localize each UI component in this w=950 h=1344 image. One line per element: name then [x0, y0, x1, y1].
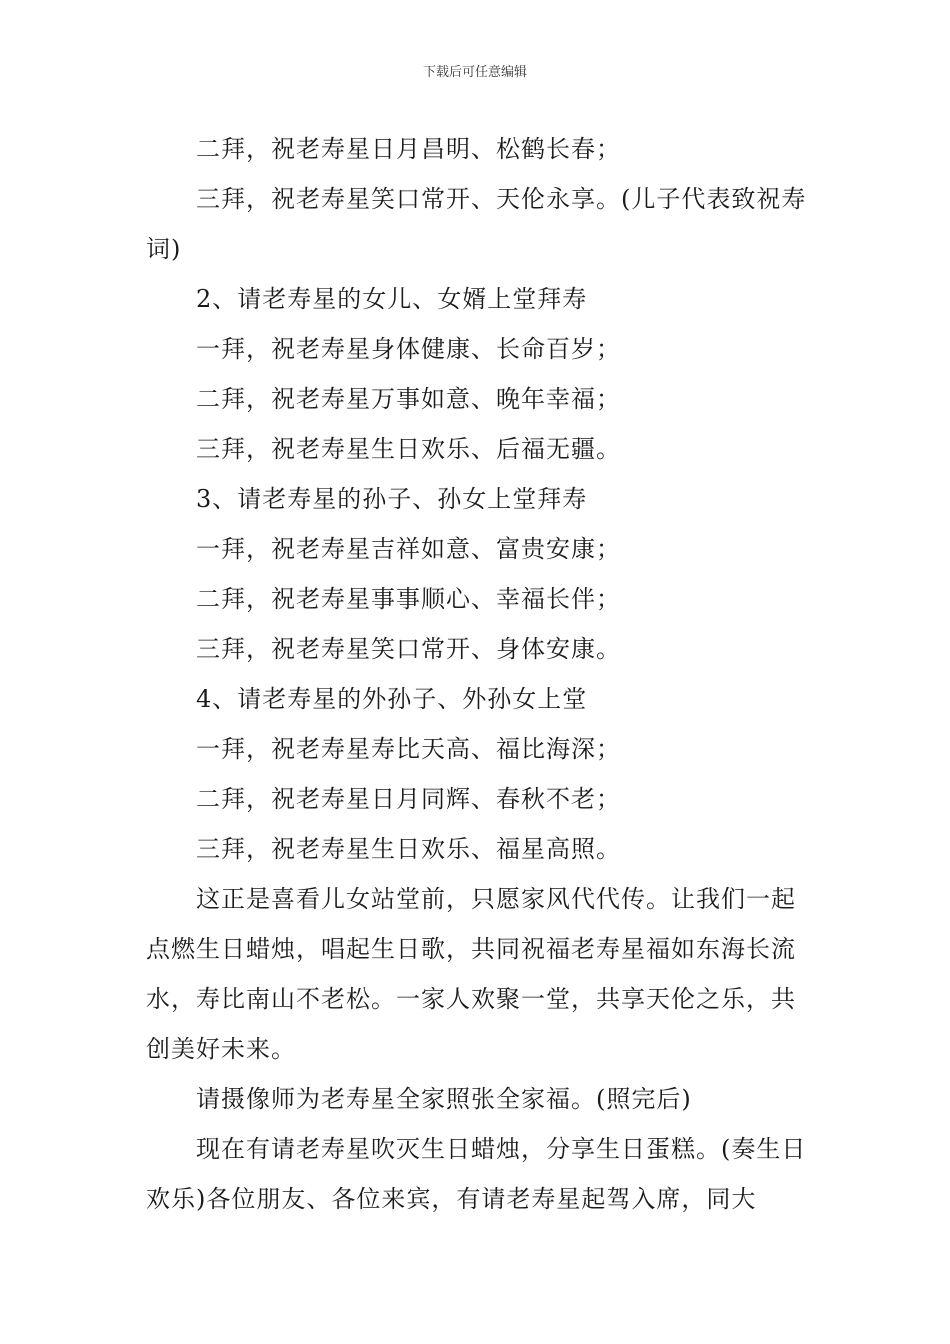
paragraph-16: 请摄像师为老寿星全家照张全家福。(照完后) — [196, 1085, 692, 1113]
paragraph-11: 4、请老寿星的外孙子、外孙女上堂 — [196, 685, 588, 713]
paragraph-4: 一拜，祝老寿星身体健康、长命百岁； — [196, 335, 621, 363]
paragraph-1: 二拜，祝老寿星日月昌明、松鹤长春； — [196, 135, 621, 163]
paragraph-9: 二拜，祝老寿星事事顺心、幸福长伴； — [196, 585, 621, 613]
paragraph-15: 这正是喜看儿女站堂前，只愿家风代代传。让我们一起点燃生日蜡烛，唱起生日歌，共同祝福老寿星福如东海长流水，寿比南山不老松。一家人欢聚一堂，共享天伦之乐，共创美好未来。 — [146, 885, 796, 1063]
paragraph-10: 三拜，祝老寿星笑口常开、身体安康。 — [196, 635, 621, 663]
paragraph-5: 二拜，祝老寿星万事如意、晚年幸福； — [196, 385, 621, 413]
paragraph-13: 二拜，祝老寿星日月同辉、春秋不老； — [196, 785, 621, 813]
paragraph-3: 2、请老寿星的女儿、女婿上堂拜寿 — [196, 285, 588, 313]
paragraph-12: 一拜，祝老寿星寿比天高、福比海深； — [196, 735, 621, 763]
paragraph-17: 现在有请老寿星吹灭生日蜡烛，分享生日蛋糕。(奏生日欢乐)各位朋友、各位来宾，有请老寿星起驾入席，同大 — [146, 1135, 807, 1213]
page-header: 下载后可任意编辑 — [422, 65, 527, 80]
paragraph-6: 三拜，祝老寿星生日欢乐、后福无疆。 — [196, 435, 621, 463]
document-body — [146, 124, 816, 1224]
paragraph-7: 3、请老寿星的孙子、孙女上堂拜寿 — [196, 485, 588, 513]
paragraph-8: 一拜，祝老寿星吉祥如意、富贵安康； — [196, 535, 621, 563]
paragraph-14: 三拜，祝老寿星生日欢乐、福星高照。 — [196, 835, 621, 863]
paragraph-2: 三拜，祝老寿星笑口常开、天伦永享。(儿子代表致祝寿词) — [146, 185, 807, 263]
